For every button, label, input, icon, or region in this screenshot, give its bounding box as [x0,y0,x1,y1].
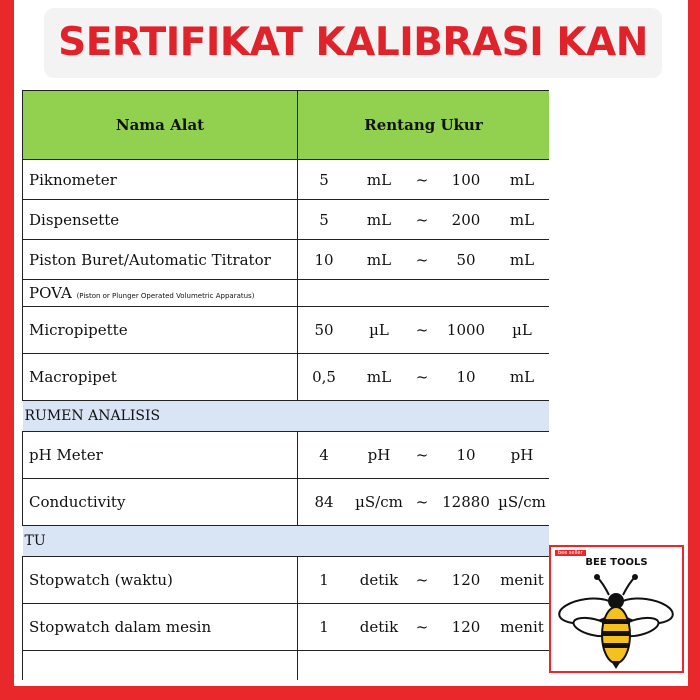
range-unit-min: µL [369,321,389,339]
range-separator: ~ [415,618,429,636]
table-row-cutoff [23,651,550,681]
range-unit-max: mL [509,170,535,189]
table-row [23,200,550,240]
range-unit-max: mL [509,250,535,269]
red-frame-right [688,0,700,700]
range-max: 10 [456,446,476,464]
range-unit-min: mL [366,170,392,189]
instrument-name: Micropipette [23,307,298,354]
range-separator: ~ [415,571,429,589]
range-unit-max: menit [500,618,544,636]
logo-tag: bee seller [555,550,586,556]
range-min: 5 [319,170,329,189]
range-separator: ~ [415,321,429,339]
range-unit-min: mL [366,368,392,386]
table-row [23,432,550,479]
table-row [23,557,550,604]
section-title: TU [23,526,550,557]
instrument-name: Stopwatch dalam mesin [23,604,298,651]
range-unit-min: µS/cm [355,493,403,511]
range-unit-max: µL [512,321,532,339]
range-max: 200 [451,210,481,229]
pova-detail: (Piston or Plunger Operated Volumetric Apparatus) [76,292,255,300]
instrument-name: Conductivity [23,479,298,526]
instrument-name: Macropipet [23,354,298,401]
table-row [23,604,550,651]
page-title: SERTIFIKAT KALIBRASI KAN [58,20,648,65]
pova-empty-cell [298,280,550,307]
range-min: 1 [319,571,329,589]
measurement-range [298,604,550,651]
logo-text: BEE TOOLS [585,557,648,568]
measurement-range [298,307,550,354]
section-header-row [23,401,550,432]
instrument-name: Dispensette [23,200,298,240]
table-row [23,354,550,401]
bee-tools-logo [549,545,684,673]
range-max: 12880 [442,493,490,511]
instrument-name: Stopwatch (waktu) [23,557,298,604]
table-row [23,307,550,354]
empty-cell [23,651,298,681]
red-frame-left [0,0,14,700]
range-separator: ~ [415,446,429,464]
instrument-name: Piston Buret/Automatic Titrator [23,240,298,280]
table-row-pova [23,280,550,307]
pova-title: POVA [29,284,72,302]
range-separator: ~ [415,170,429,189]
section-header-row [23,526,550,557]
range-unit-max: mL [509,210,535,229]
table-row [23,160,550,200]
table-row [23,479,550,526]
range-unit-min: detik [359,571,399,589]
measurement-range [298,479,550,526]
range-unit-min: pH [367,446,391,464]
table-header-row [23,91,550,160]
range-min: 84 [314,493,334,511]
range-max: 1000 [446,321,486,339]
measurement-range [298,354,550,401]
instrument-name: Piknometer [23,160,298,200]
range-min: 0,5 [312,368,336,386]
range-min: 1 [319,618,329,636]
range-separator: ~ [415,250,429,269]
range-max: 50 [456,250,476,269]
range-min: 4 [319,446,329,464]
calibration-table [22,90,549,680]
range-unit-max: µS/cm [498,493,546,511]
red-frame-bottom [0,686,700,700]
range-unit-max: menit [500,571,544,589]
range-unit-min: detik [359,618,399,636]
table-row [23,240,550,280]
measurement-range [298,160,550,200]
measurement-range [298,432,550,479]
range-max: 10 [456,368,476,386]
section-title: RUMEN ANALISIS [23,401,550,432]
range-separator: ~ [415,493,429,511]
range-unit-max: pH [510,446,534,464]
instrument-name: pH Meter [23,432,298,479]
range-max: 120 [451,571,481,589]
bee-icon [551,547,682,671]
range-max: 100 [451,170,481,189]
range-min: 10 [314,250,334,269]
header-nama-alat: Nama Alat [23,91,298,160]
range-separator: ~ [415,210,429,229]
empty-cell [298,651,550,681]
measurement-range [298,200,550,240]
pova-label [23,280,298,307]
range-separator: ~ [415,368,429,386]
range-unit-min: mL [366,250,392,269]
range-max: 120 [451,618,481,636]
measurement-range [298,240,550,280]
header-rentang-ukur: Rentang Ukur [298,91,550,160]
range-min: 5 [319,210,329,229]
measurement-range [298,557,550,604]
range-min: 50 [314,321,334,339]
range-unit-max: mL [509,368,535,386]
calibration-table-container [22,90,549,680]
range-unit-min: mL [366,210,392,229]
